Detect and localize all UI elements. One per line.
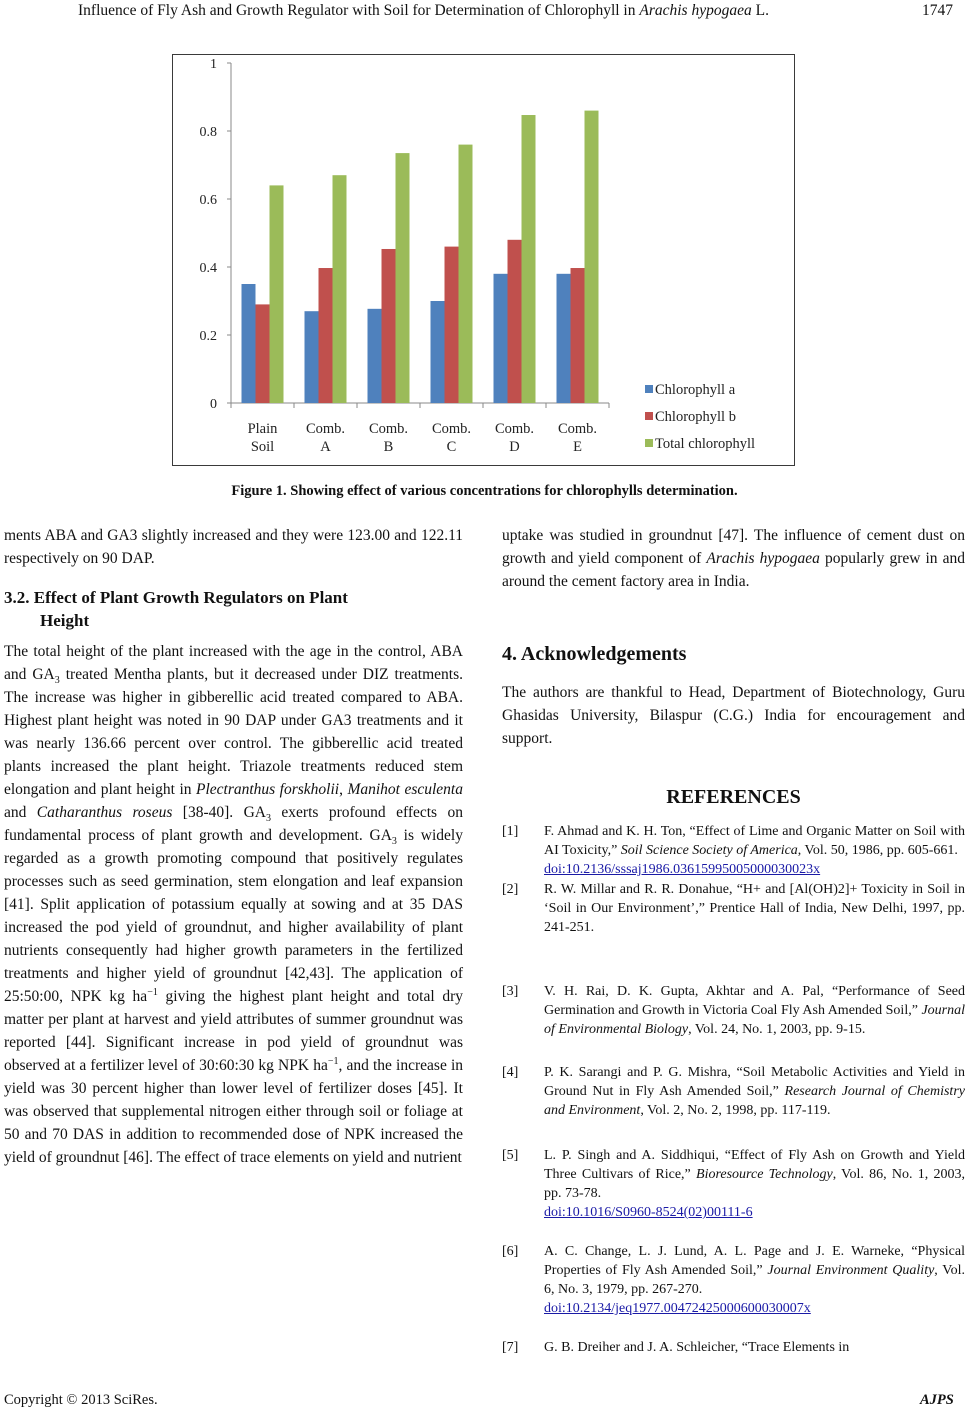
bar-chlorophyll-a	[557, 274, 571, 403]
x-tick-label: E	[573, 439, 582, 455]
x-tick-label: Comb.	[431, 421, 472, 437]
left-column	[4, 524, 463, 1169]
header-title: Influence of Fly Ash and Growth Regulator with Soil for Determination of Chlorophyll in Arachis hypogaea L.	[78, 2, 769, 19]
body-paragraph-height: The total height of the plant increased with the age in the control, ABA and $GA_3$ treated Mentha plants, but it decreased under DIZ treatments. The increase was higher in gibberellic acid treated compared to ABA. Highest plant height was noted in 90 DAP under GA3 treatments and it was nearly 136.66 percent over control. The gibberellic acid treated plants increased the plant height. Triazole treatments reduced stem elongation and plant height in Plectranthus forskholii, Manihot esculenta and Catharanthus roseus [38-40]. $GA_3$ exerts profound effects on fundamental process of plant growth and development. $GA_3$ is widely regarded as a growth promoting compound that positively regulates processes such as seed germination, stem elongation and leaf expansion [41]. Split application of potassium equally at sowing and at 35 DAS increased the pod yield of groundnut, and higher availability of plant nutrients consequently had higher growth parameters in the fertilized treatments and higher yield of groundnut [42,43]. The application of 25:50:00, NPK kg $ha^{-1}$ giving the highest plant height and total dry matter per plant at harvest and yield attributes of summer groundnut was reported [44]. Significant increase in pod yield of groundnut was observed at a fertilizer level of 30:60:30 kg NPK $ha^{-1}$, and the increase in yield was 30 percent higher than lower level of fertilizer doses [45]. It was observed that supplemental nitrogen either through soil or foliage at 50 and 70 DAS in addition to recommended dose of NPK increased the yield of groundnut [46]. The effect of trace elements on yield and nutrient	[4, 643, 464, 1166]
reference-text: R. W. Millar and R. R. Donahue, “H+ and [Al(OH)2]+ Toxicity in Soil in ‘Soil in Our Environment’,” Prentice Hall of India, New Delhi, 1997, pp. 241-251.	[544, 882, 965, 935]
bar-chlorophyll-a	[305, 311, 319, 403]
acknowledgements-text: The authors are thankful to Head, Department of Biotechnology, Guru Ghasidas University, Bilaspur (C.G.) India for encouragement and support.	[502, 684, 965, 747]
x-tick-label: D	[509, 439, 520, 455]
x-tick-label: Comb.	[305, 421, 346, 437]
x-tick-label: Plain	[247, 421, 278, 437]
references-heading: REFERENCES	[666, 786, 801, 808]
reference-number: [1]	[502, 824, 519, 839]
legend-label: Chlorophyll a	[655, 382, 736, 398]
y-tick-label: 0	[210, 397, 217, 412]
bar-total-chlorophyll	[333, 175, 347, 403]
copyright: Copyright © 2013 SciRes.	[4, 1392, 158, 1408]
figure-caption: Figure 1. Showing effect of various concentrations for chlorophylls determination.	[231, 483, 738, 499]
reference-number: [5]	[502, 1148, 519, 1163]
reference-number: [4]	[502, 1065, 519, 1080]
x-tick-label: A	[320, 439, 331, 455]
figure-1-chart	[172, 54, 795, 466]
legend-label: Total chlorophyll	[655, 436, 756, 452]
reference-number: [2]	[502, 882, 519, 897]
reference-text: L. P. Singh and A. Siddhiqui, “Effect of Fly Ash on Growth and Yield Three Cultivars of Rice,” Bioresource Technology, Vol. 86, No. 1, 2003, pp. 73-78. doi:10.1016/S0960-8524(02)00111-6	[544, 1148, 965, 1220]
running-header	[0, 0, 969, 24]
y-tick-label: 0.4	[199, 261, 217, 276]
bar-total-chlorophyll	[270, 185, 284, 403]
reference-text: F. Ahmad and K. H. Ton, “Effect of Lime and Organic Matter on Soil with AI Toxicity,” Soil Science Society of America, Vol. 50, 1986, pp. 605-661. doi:10.2136/sssaj1986.03615995005000030023x	[544, 824, 965, 877]
y-tick-label: 0.6	[199, 193, 217, 208]
bar-chlorophyll-a	[368, 309, 382, 403]
x-tick-label: Comb.	[368, 421, 409, 437]
reference-number: [6]	[502, 1244, 519, 1259]
bar-chlorophyll-a	[242, 284, 256, 403]
legend-swatch	[645, 439, 653, 447]
doi-link[interactable]: doi:10.2134/jeq1977.00472425000600030007x	[544, 1301, 811, 1316]
bar-total-chlorophyll	[522, 115, 536, 403]
bar-chlorophyll-b	[256, 304, 270, 403]
bar-chlorophyll-b	[445, 247, 459, 403]
y-tick-label: 0.8	[199, 125, 217, 140]
journal-abbrev: AJPS	[920, 1392, 954, 1408]
bar-chlorophyll-b	[382, 249, 396, 403]
bar-total-chlorophyll	[459, 145, 473, 403]
x-tick-label: Comb.	[494, 421, 535, 437]
continuation-paragraph: uptake was studied in groundnut [47]. The influence of cement dust on growth and yield component of Arachis hypogaea popularly grew in and around the cement factory area in India.	[502, 527, 965, 590]
bar-total-chlorophyll	[585, 111, 599, 403]
bar-chlorophyll-b	[319, 268, 333, 403]
right-column	[502, 524, 965, 593]
page-number: 1747	[922, 2, 953, 19]
x-tick-label: C	[446, 439, 457, 455]
doi-link[interactable]: doi:10.2136/sssaj1986.03615995005000030023x	[544, 862, 821, 877]
reference-text: A. C. Change, L. J. Lund, A. L. Page and J. E. Warneke, “Physical Properties of Fly Ash Amended Soil,” Journal Environment Quality, Vol. 6, No. 3, 1979, pp. 267-270. doi:10.2134/jeq1977.00472425000600030007x	[544, 1244, 966, 1316]
reference-number: [7]	[502, 1340, 519, 1355]
legend-swatch	[645, 385, 653, 393]
reference-text: V. H. Rai, D. K. Gupta, Akhtar and A. Pal, “Performance of Seed Germination and Growth in Victoria Coal Fly Ash Amended Soil,” Journal of Environmental Biology, Vol. 24, No. 1, 2003, pp. 9-15.	[544, 984, 965, 1037]
x-tick-label: Comb.	[557, 421, 598, 437]
chart-svg	[173, 55, 794, 465]
intro-paragraph: ments ABA and GA3 slightly increased and they were 123.00 and 122.11 respectively on 90 DAP.	[4, 527, 463, 567]
y-tick-label: 1	[210, 57, 217, 72]
reference-text: G. B. Dreiher and J. A. Schleicher, “Trace Elements in	[544, 1340, 850, 1355]
section-heading-3-2: 3.2. Effect of Plant Growth Regulators on Plant Height	[4, 588, 348, 630]
bar-total-chlorophyll	[396, 153, 410, 403]
doi-link[interactable]: doi:10.1016/S0960-8524(02)00111-6	[544, 1205, 753, 1220]
reference-number: [3]	[502, 984, 519, 999]
legend-label: Chlorophyll b	[655, 409, 736, 425]
x-tick-label: B	[383, 439, 394, 455]
reference-text: P. K. Sarangi and P. G. Mishra, “Soil Metabolic Activities and Yield in Ground Nut in Fly Ash Amended Soil,” Research Journal of Chemistry and Environment, Vol. 2, No. 2, 1998, pp. 117-119.	[544, 1065, 965, 1118]
x-tick-label: Soil	[250, 439, 275, 455]
acknowledgements-heading: 4. Acknowledgements	[502, 643, 687, 665]
bar-chlorophyll-b	[508, 240, 522, 403]
bar-chlorophyll-a	[431, 301, 445, 403]
y-tick-label: 0.2	[199, 329, 217, 344]
legend-swatch	[645, 412, 653, 420]
bar-chlorophyll-b	[571, 268, 585, 403]
bar-chlorophyll-a	[494, 274, 508, 403]
